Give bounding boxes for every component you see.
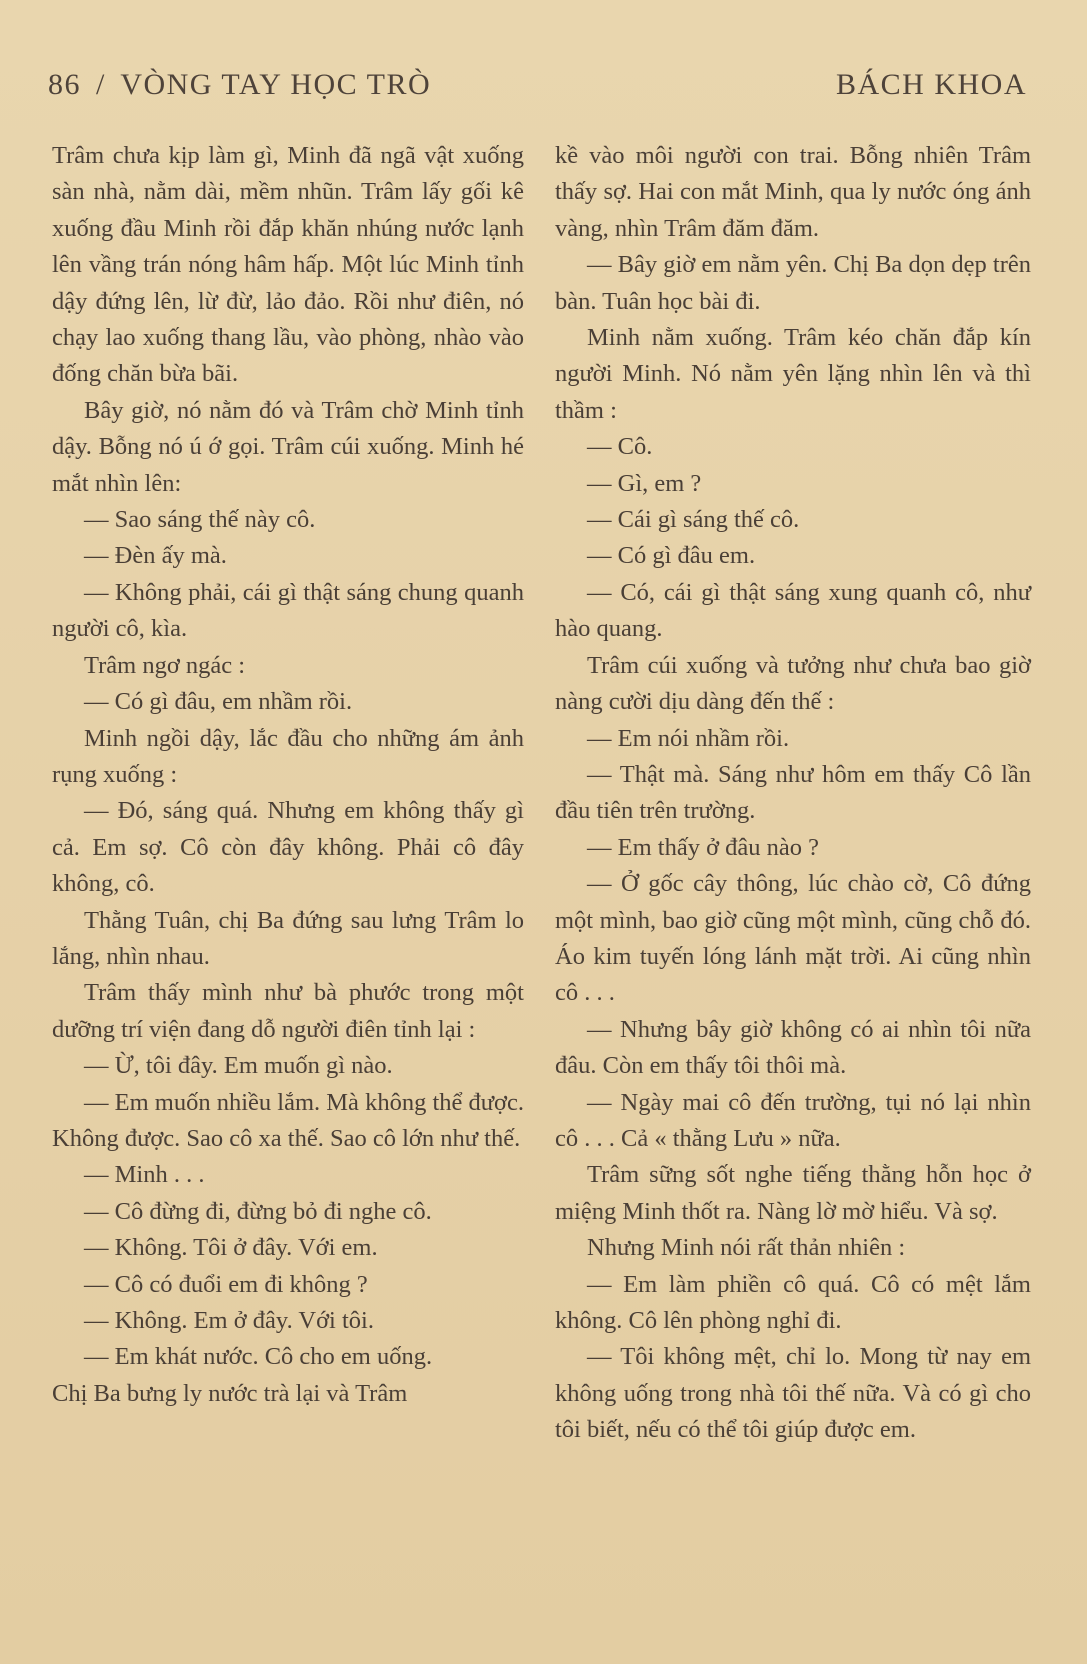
section-title: VÒNG TAY HỌC TRÒ [120, 68, 432, 101]
dialogue-line: — Không phải, cái gì thật sáng chung quanh người cô, kìa. [52, 578, 524, 643]
dialogue-line: — Cô có đuổi em đi không ? [84, 1270, 368, 1298]
paragraph: Trâm thấy mình như bà phước trong một dưỡng trí viện đang dỗ người điên tỉnh lại : [52, 979, 524, 1043]
dialogue-line: — Em khát nước. Cô cho em uống. [84, 1343, 433, 1371]
paragraph: kề vào môi người con trai. Bỗng nhiên Trâm thấy sợ. Hai con mắt Minh, qua ly nước óng ánh vàng, nhìn Trâm đăm đăm. [555, 142, 1031, 242]
paragraph: Trâm ngơ ngác : [84, 651, 246, 679]
page-header [48, 68, 1027, 118]
right-column [555, 138, 1031, 1449]
dialogue-line: — Không. Tôi ở đây. Với em. [84, 1234, 378, 1262]
dialogue-line: — Có, cái gì thật sáng xung quanh cô, như hào quang. [555, 578, 1031, 643]
dialogue-line: — Ở gốc cây thông, lúc chào cờ, Cô đứng một mình, bao giờ cũng một mình, cũng chỗ đó. Áo kim tuyến lóng lánh mặt trời. Ai cũng nhìn cô . . . [555, 870, 1031, 1007]
header-left [48, 68, 437, 102]
dialogue-line: — Ừ, tôi đây. Em muốn gì nào. [84, 1052, 393, 1080]
dialogue-line: — Gì, em ? [587, 469, 702, 497]
paragraph: Nhưng Minh nói rất thản nhiên : [587, 1234, 906, 1262]
dialogue-line: — Đó, sáng quá. Nhưng em không thấy gì cả. Em sợ. Cô còn đây không. Phải cô đây không, cô. [52, 797, 524, 898]
dialogue-line: — Em nói nhầm rồi. [587, 724, 790, 752]
paragraph: Thằng Tuân, chị Ba đứng sau lưng Trâm lo lắng, nhìn nhau. [52, 906, 524, 970]
page-number: 86 [48, 68, 81, 101]
dialogue-line: — Có gì đâu em. [587, 542, 756, 570]
dialogue-line: — Không. Em ở đây. Với tôi. [84, 1307, 374, 1334]
paragraph: Bây giờ, nó nằm đó và Trâm chờ Minh tỉnh dậy. Bỗng nó ú ớ gọi. Trâm cúi xuống. Minh hé mắt nhìn lên: [52, 396, 524, 497]
dialogue-line: — Có gì đâu, em nhầm rồi. [84, 688, 353, 716]
dialogue-line: — Em muốn nhiều lắm. Mà không thể được. Không được. Sao cô xa thế. Sao cô lớn như thế. [52, 1088, 524, 1152]
dialogue-line: — Sao sáng thế này cô. [84, 506, 316, 534]
paragraph: Minh ngồi dậy, lắc đầu cho những ám ảnh rụng xuống : [52, 724, 524, 788]
dialogue-line: — Tôi không mệt, chỉ lo. Mong từ nay em không uống trong nhà tôi thế nữa. Và có gì cho tôi biết, nếu có thể tôi giúp được em. [555, 1343, 1031, 1444]
paragraph: Trâm chưa kịp làm gì, Minh đã ngã vật xuống sàn nhà, nằm dài, mềm nhũn. Trâm lấy gối kê xuống đầu Minh rồi đắp khăn nhúng nước lạnh lên vầng trán nóng hâm hấp. Một lúc Minh tỉnh dậy đứng lên, lừ đừ, lảo đảo. Rồi như điên, nó chạy lao xuống thang lầu, vào phòng, nhào vào đống chăn bừa bãi. [52, 142, 524, 388]
dialogue-line: — Cái gì sáng thế cô. [587, 506, 800, 534]
dialogue-line: — Nhưng bây giờ không có ai nhìn tôi nữa đâu. Còn em thấy tôi thôi mà. [555, 1015, 1031, 1080]
dialogue-line: — Bây giờ em nằm yên. Chị Ba dọn dẹp trên bàn. Tuân học bài đi. [555, 251, 1031, 315]
dialogue-line: — Em thấy ở đâu nào ? [587, 833, 820, 861]
paragraph: Trâm cúi xuống và tưởng như chưa bao giờ nàng cười dịu dàng đến thế : [555, 651, 1031, 716]
paragraph: Chị Ba bưng ly nước trà lại và Trâm [52, 1379, 408, 1407]
dialogue-line: — Cô đừng đi, đừng bỏ đi nghe cô. [84, 1197, 432, 1225]
dialogue-line: — Em làm phiền cô quá. Cô có mệt lắm không. Cô lên phòng nghỉ đi. [555, 1270, 1031, 1334]
left-column [52, 138, 524, 1412]
paragraph: Minh nằm xuống. Trâm kéo chăn đắp kín người Minh. Nó nằm yên lặng nhìn lên và thì thầm : [555, 324, 1031, 424]
header-separator: / [96, 68, 106, 101]
dialogue-line: — Thật mà. Sáng như hôm em thấy Cô lần đầu tiên trên trường. [555, 760, 1031, 825]
dialogue-line: — Ngày mai cô đến trường, tụi nó lại nhìn cô . . . Cả « thằng Lưu » nữa. [555, 1088, 1031, 1152]
paragraph: Trâm sững sốt nghe tiếng thằng hỗn học ở miệng Minh thốt ra. Nàng lờ mờ hiểu. Và sợ. [555, 1161, 1031, 1225]
dialogue-line: — Đèn ấy mà. [84, 542, 227, 570]
magazine-name: BÁCH KHOA [835, 68, 1027, 101]
dialogue-line: — Minh . . . [84, 1161, 205, 1189]
dialogue-line: — Cô. [587, 433, 653, 461]
